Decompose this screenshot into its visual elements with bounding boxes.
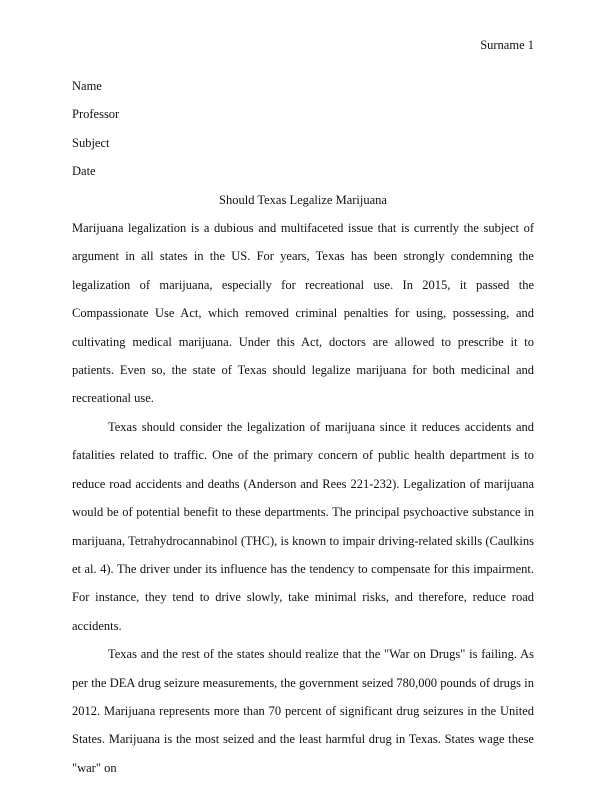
essay-title: Should Texas Legalize Marijuana	[219, 192, 387, 207]
heading-professor: Professor	[72, 107, 120, 122]
running-head: Surname 1	[480, 38, 534, 52]
paragraph-traffic-safety: Texas should consider the legalization of marijuana since it reduces accidents and fatalities related to traffic. One of the primary concern of public health department is to reduce road accidents and deaths (Anderson and Rees 221-232). Legalization of marijuana would be of potential benefit to these departments. The principal psychoactive substance in marijuana, Tetrahydrocannabinol (THC), is known to impair driving-related skills (Caulkins et al. 4). The driver under its influence has the tendency to compensate for this impairment. For instance, they tend to drive slowly, take minimal risks, and therefore, reduce road accidents.	[72, 419, 534, 633]
heading-subject: Subject	[72, 135, 110, 150]
heading-date: Date	[72, 164, 96, 179]
document-body	[72, 72, 534, 782]
heading-name: Name	[72, 79, 102, 93]
paragraph-intro: Marijuana legalization is a dubious and multifaceted issue that is currently the subject of argument in all states in the US. For years, Texas has been strongly condemning the legalization of marijuana, especially for recreational use. In 2015, it passed the Compassionate Use Act, which removed criminal penalties for using, possessing, and cultivating medical marijuana. Under this Act, doctors are allowed to prescribe it to patients. Even so, the state of Texas should legalize marijuana for both medicinal and recreational use.	[72, 221, 534, 406]
paragraph-war-on-drugs: Texas and the rest of the states should realize that the "War on Drugs" is failing. As per the DEA drug seizure measurements, the government seized 780,000 pounds of drugs in 2012. Marijuana represents more than 70 percent of significant drug seizures in the United States. Marijuana is the most seized and the least harmful drug in Texas. States wage these "war" on	[72, 647, 534, 775]
